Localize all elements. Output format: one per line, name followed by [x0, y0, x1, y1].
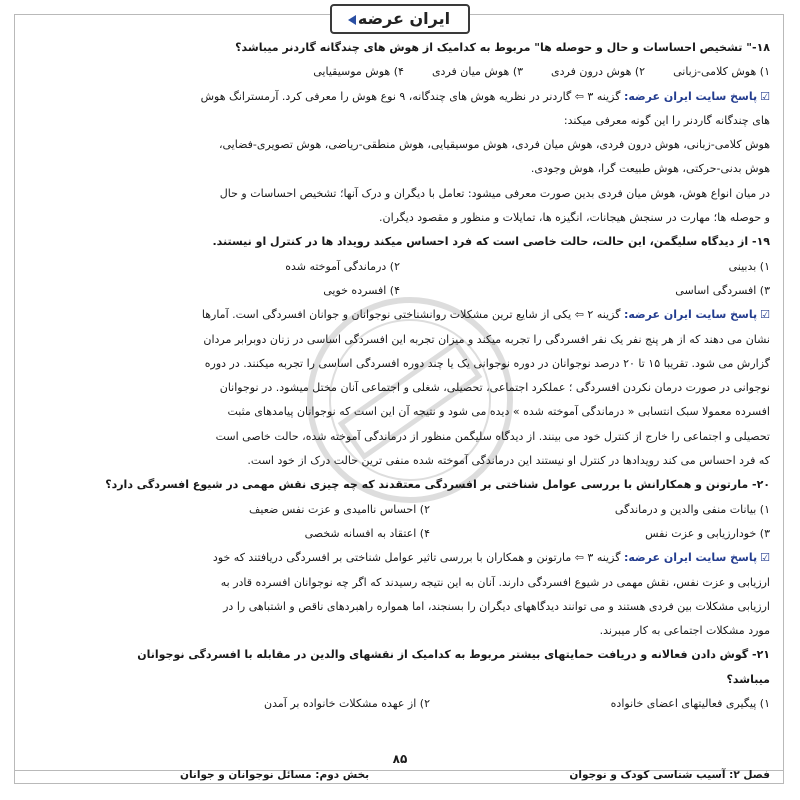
answer-text: نشان می دهند که از هر پنج نفر یک نفر افسردگی را تجربه میکند و میزان تجربه این افسردگی اساسی در زنان دوبرابر مردان	[203, 332, 770, 346]
option: ۲) هوش درون فردی	[551, 65, 646, 79]
answer-18: ☑پاسخ سایت ایران عرضه: گزینه ۳ ⇦ گاردنر در نظریه هوش های چندگانه، ۹ نوع هوش را معرفی کرد. آرمسترانگ هوش	[200, 89, 770, 103]
option: ۲) درماندگی آموخته شده	[285, 259, 400, 273]
question-20-options	[30, 522, 770, 546]
option: ۳) خودارزیابی و عزت نفس	[645, 526, 770, 540]
option: ۱) پیگیری فعالیتهای اعضای خانواده	[610, 697, 770, 711]
option: ۳) هوش میان فردی	[431, 65, 524, 79]
checkbox-icon: ☑	[760, 308, 770, 322]
option: ۴) افسرده خویی	[323, 283, 400, 297]
checkbox-icon: ☑	[760, 89, 770, 103]
footer	[30, 770, 770, 784]
answer-text: در میان انواع هوش، هوش میان فردی بدین صورت معرفی میشود: تعامل با دیگران و درک آنها؛ تشخیص احساسات و حال	[219, 186, 770, 200]
option: ۱) بدبینی	[728, 259, 770, 273]
answer-text: تحصیلی و اجتماعی را خارج از کنترل خود می بینند. از دیدگاه سلیگمن منظور از درماندگی آموخته شده، حالت خاصی است	[215, 429, 770, 443]
question-21-cont: میباشد؟	[726, 672, 770, 686]
answer-text: و حوصله ها؛ مهارت در سنجش هیجانات، انگیزه ها، تمایلات و منظور و مقصود دیگران.	[379, 211, 770, 225]
answer-19: ☑پاسخ سایت ایران عرضه: گزینه ۲ ⇦ یکی از شایع ترین مشکلات روانشناختی نوجوانان و جوانان افسردگی است. آمارها	[201, 308, 770, 322]
question-18: ۱۸-" تشخیص احساسات و حال و حوصله ها" مربوط به کدامیک از هوش های چندگانه گاردنر میباشد؟	[235, 41, 770, 54]
page-number: ۸۵	[392, 752, 408, 766]
answer-label: پاسخ سایت ایران عرضه:	[623, 551, 758, 565]
answer-text: ارزیابی و عزت نفس، نقش مهمی در شیوع افسردگی دارند. آنان به این نتیجه رسیدند که اگر چه نوجوانان افسرده قادر به	[220, 575, 770, 589]
answer-text: هوش کلامی-زبانی، هوش درون فردی، هوش میان فردی، هوش موسیقیایی، هوش منطقی-ریاضی، هوش تصویری-فضایی،	[218, 138, 770, 152]
brand-logo	[330, 4, 470, 34]
answer-text: هوش بدنی-حرکتی، هوش طبیعت گرا، هوش وجودی.	[530, 162, 770, 176]
option: ۳) افسردگی اساسی	[675, 283, 770, 297]
question-21: ۲۱- گوش دادن فعالانه و دریافت حمایتهای بیشتر مربوط به کدامیک از نقشهای والدین در مقابله با افسردگی نوجوانان	[137, 648, 770, 662]
question-19-options	[30, 255, 770, 279]
page-content	[30, 36, 770, 716]
question-19-options	[30, 279, 770, 303]
question-21-options	[30, 692, 770, 716]
chapter-title: فصل ۲: آسیب شناسی کودک و نوجوان	[569, 769, 770, 781]
answer-label: پاسخ سایت ایران عرضه:	[623, 308, 758, 322]
answer-text: گزارش می شود. تقریبا ۱۵ تا ۲۰ درصد نوجوانان در دوره نوجوانی یک یا چند دوره افسردگی اساسی را تجربه میکنند. در دوره	[204, 356, 770, 370]
answer-text: ارزیابی مشکلات بین فردی هستند و می توانند دیدگاههای دیگران را بسنجند، اما همواره راهبردهای ناقص و اشتباهی را در	[223, 599, 770, 613]
answer-text: های چندگانه گاردنر را این گونه معرفی میکند:	[563, 113, 770, 127]
question-18-options	[30, 60, 770, 84]
question-19: ۱۹- از دیدگاه سلیگمن، این حالت، حالت خاصی است که فرد احساس میکند رویداد ها در کنترل او نیستند.	[212, 235, 770, 249]
option: ۴) هوش موسیقیایی	[313, 65, 404, 79]
option: ۴) اعتقاد به افسانه شخصی	[304, 526, 430, 540]
answer-text: که فرد احساس می کند رویدادها در کنترل او نیستند این درماندگی آموخته شده منفی ترین حالت درک از خود است.	[247, 454, 770, 468]
answer-label: پاسخ سایت ایران عرضه:	[623, 89, 758, 103]
section-title: بخش دوم: مسائل نوجوانان و جوانان	[180, 769, 370, 781]
answer-text: نوجوانی در صورت درمان نکردن افسردگی ؛ عملکرد اجتماعی، تحصیلی، شغلی و اجتماعی آنان مختل میشود. در نوجوانان	[219, 381, 770, 395]
header	[0, 4, 800, 34]
answer-text: مورد مشکلات اجتماعی به کار میبرند.	[599, 624, 770, 638]
logo-arrow-icon	[348, 15, 356, 25]
question-20: ۲۰- مارتونن و همکارانش با بررسی عوامل شناختی بر افسردگی معتقدند که چه چیزی نقش مهمی در شیوع افسردگی دارد؟	[105, 478, 770, 492]
option: ۱) هوش کلامی-زبانی	[673, 65, 770, 79]
answer-text: افسرده معمولا سبک انتسابی « درماندگی آموخته شده » دیده می شود و نتیجه آن این است که نوجوانان پیامدهای مثبت	[227, 405, 770, 419]
option: ۲) احساس ناامیدی و عزت نفس ضعیف	[248, 502, 430, 516]
answer-20: ☑پاسخ سایت ایران عرضه: گزینه ۳ ⇦ مارتونن و همکاران با بررسی تاثیر عوامل شناختی بر افسردگی دریافتند که خود	[212, 551, 770, 565]
checkbox-icon: ☑	[760, 551, 770, 565]
brand-logo-text: ایران عرضه	[357, 9, 451, 28]
option: ۱) بیانات منفی والدین و درماندگی	[614, 502, 770, 516]
question-20-options	[30, 498, 770, 522]
option: ۲) از عهده مشکلات خانواده بر آمدن	[264, 697, 430, 711]
